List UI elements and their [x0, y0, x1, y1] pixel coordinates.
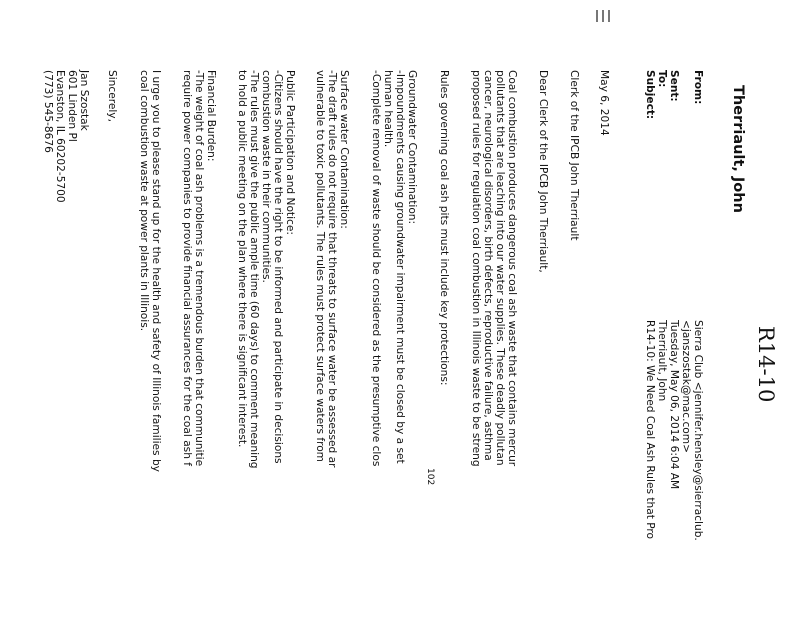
closing-request-line: coal combustion waste at power plants in Illinois. — [138, 70, 150, 332]
header-value-subject: R14-10: We Need Coal Ash Rules that Pro — [644, 320, 656, 540]
letter-salutation: Dear Clerk of the IPCB John Therriault, — [537, 70, 549, 273]
header-label-from: From: — [692, 70, 704, 105]
section-heading: Public Participation and Notice: — [284, 70, 296, 235]
section-line: -The rules must give the public ample time (60 days) to comment meaning — [248, 70, 260, 469]
letter-date: May 6, 2014 — [598, 70, 610, 136]
header-value-from-email: <janszostak@mac.com> — [680, 320, 692, 453]
signature-street: 601 Linden Pl — [66, 70, 78, 142]
letter-recipient: Clerk of the IPCB John Therriault — [568, 70, 580, 241]
section-heading: Financial Burden: — [205, 70, 217, 162]
section-line: -Citizens should have the right to be informed and participate in decisions — [272, 70, 284, 464]
closing-request-line: I urge you to please stand up for the health and safety of Illinois families by — [150, 70, 162, 472]
intro-line: proposed rules for regulation coal combustion in Illinois waste to be streng — [470, 70, 482, 467]
rotated-letter — [10, 0, 790, 618]
intro-line: Coal combustion produces dangerous coal ash waste that contains mercur — [506, 70, 518, 467]
scan-artifact — [596, 10, 598, 22]
signature-city: Evanston, IL 60202-5700 — [54, 70, 66, 203]
section-heading: Groundwater Contamination: — [406, 70, 418, 225]
header-label-to: To: — [656, 70, 668, 88]
signature-name: Jan Szostak — [78, 70, 90, 131]
scan-artifact — [608, 10, 610, 22]
section-line: require power companies to provide financial assurances for the coal ash f — [181, 70, 193, 467]
header-value-sent: Tuesday, May 06, 2014 6:04 AM — [668, 320, 680, 490]
section-line: human health. — [382, 70, 394, 148]
intro-line: cancer, neurological disorders, birth defects, reproductive failure, asthma — [482, 70, 494, 461]
section-line: to hold a public meeting on the plan where there is significant interest. — [236, 70, 248, 448]
header-value-to: Therriault, John — [656, 320, 668, 402]
header-label-sent: Sent: — [668, 70, 680, 102]
section-line: vulnerable to toxic pollutants. The rules must protect surface waters from — [314, 70, 326, 462]
section-line: -Impoundments causing groundwater impairment must be closed by a set — [394, 70, 406, 464]
docket-stamp: R14-10 — [754, 326, 778, 403]
header-label-subject: Subject: — [644, 70, 656, 120]
section-line: -Complete removal of waste should be considered as the presumptive clos — [370, 70, 382, 467]
scan-artifact — [602, 10, 604, 22]
section-line: -The weight of coal ash problems is a tremendous burden that communitie — [193, 70, 205, 467]
intro-line: pollutants that are leaching into our water supplies. These deadly pollutan — [494, 70, 506, 466]
letter-signoff: Sincerely, — [106, 70, 118, 122]
page-number: 102 — [425, 468, 435, 486]
signature-phone: (773) 545-8676 — [42, 70, 54, 153]
key-protections-line: Rules governing coal ash pits must include key protections: — [438, 70, 450, 386]
header-value-from: Sierra Club <jennifer.hensley@sierraclub. — [692, 320, 704, 541]
sender-name: Therriault, John — [730, 85, 746, 213]
section-line: combustion waste in their communities. — [260, 70, 272, 283]
section-line: -The draft rules do not require that threats to surface water be assessed ar — [326, 70, 338, 468]
section-heading: Surface water Contamination: — [338, 70, 350, 229]
